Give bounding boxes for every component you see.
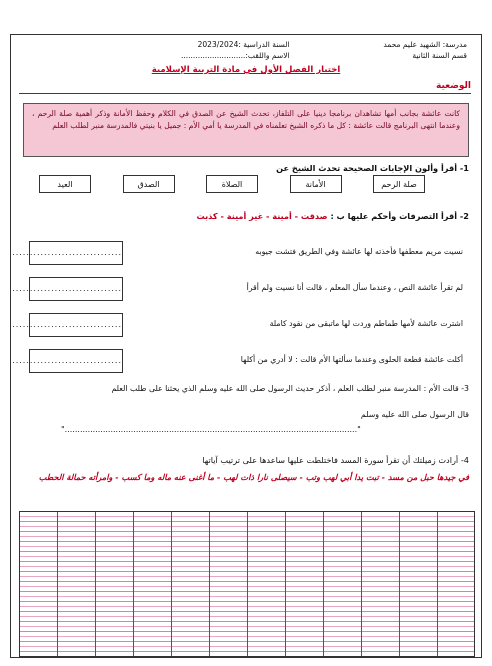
sentence-1: نسيت مريم معطفها فأخذته لها عائشة وفي الطريق فتشت جيوبه (255, 247, 463, 256)
q1-options (39, 175, 425, 193)
option-box[interactable]: الأمانة (290, 175, 342, 193)
header-school-info (383, 39, 467, 61)
option-box[interactable]: صلة الرحم (373, 175, 425, 193)
answer-box-4[interactable]: ............................... (29, 349, 123, 373)
answer-box-1[interactable]: ............................... (29, 241, 123, 265)
q2-words: صدقت - أمينة - غير أمينة - كذبت (196, 211, 328, 221)
header-student-info (181, 39, 290, 61)
exam-sheet (10, 34, 482, 658)
writing-grid[interactable] (19, 511, 475, 657)
answer-box-3[interactable]: ............................... (29, 313, 123, 337)
question-4: 4- أرادت زميلتك أن تقرأ سورة المسد فاختلطت عليها ساعدها على ترتيب آياتها (202, 455, 469, 465)
q2-prompt: 2- أقرأ التصرفات وأحكم عليها ب : (330, 211, 469, 221)
sentence-2: لم تقرأ عائشة النص ، وعندما سأل المعلم ، قالت أنا نسيت ولم أقرأ (246, 283, 463, 292)
school-name: مدرسة: الشهيد عليم محمد (383, 40, 467, 49)
sentence-4: أكلت عائشة قطعة الحلوى وعندما سألتها الأم قالت : لا أدري من أكلها (240, 355, 463, 364)
situation-text: كانت عائشة بجانب أمها تشاهدان برنامجا دينيا على التلفاز، تحدث الشيخ عن الصدق في الكلام وحفظ الأمانة وذكر أهمية صلة الرحم ، وعندما انتهى البرنامج قالت عائشة : كل ما ذكره الشيخ تعلمناه في المدرسة يا أمي الأم : جميل يا بنيتي فالمدرسة منبر لطلب العلم (23, 103, 469, 157)
student-name-field: الاسم واللقب:........................... (181, 51, 290, 60)
situation-heading: الوضعية (435, 81, 471, 91)
q3-hadith-line: قال الرسول صلى الله عليه وسلم (360, 410, 469, 419)
option-box[interactable]: العيد (39, 175, 91, 193)
question-2 (196, 211, 469, 221)
exam-title: اختبار الفصل الأول في مادة التربية الإسلامية (151, 65, 341, 75)
question-3: 3- قالت الأم : المدرسة منبر لطلب العلم ، أذكر حديث الرسول صلى الله عليه وسلم الذي يحثنا على طلب العلم (111, 384, 469, 393)
q3-answer-dots[interactable]: "..................................................................................................................." (61, 425, 361, 434)
sentence-3: اشترت عائشة لأمها طماطم وردت لها ماتبقى من نقود كاملة (269, 319, 463, 328)
question-1: 1- أقرأ وألون الإجابات الصحيحة تحدث الشيخ عن (276, 163, 469, 173)
school-year: السنة الدراسية :2023/2024 (197, 40, 290, 49)
q4-verses: في جيدها حبل من مسد - تبت يدا أبي لهب وتب - سيصلى نارا ذات لهب - ما أغنى عنه ماله وما كسب - وامرأته حمالة الحطب (38, 472, 469, 482)
option-box[interactable]: الصدق (123, 175, 175, 193)
answer-box-2[interactable]: ............................... (29, 277, 123, 301)
option-box[interactable]: الصلاة (206, 175, 258, 193)
class-name: قسم السنة الثانية (412, 51, 467, 60)
divider (19, 93, 471, 94)
